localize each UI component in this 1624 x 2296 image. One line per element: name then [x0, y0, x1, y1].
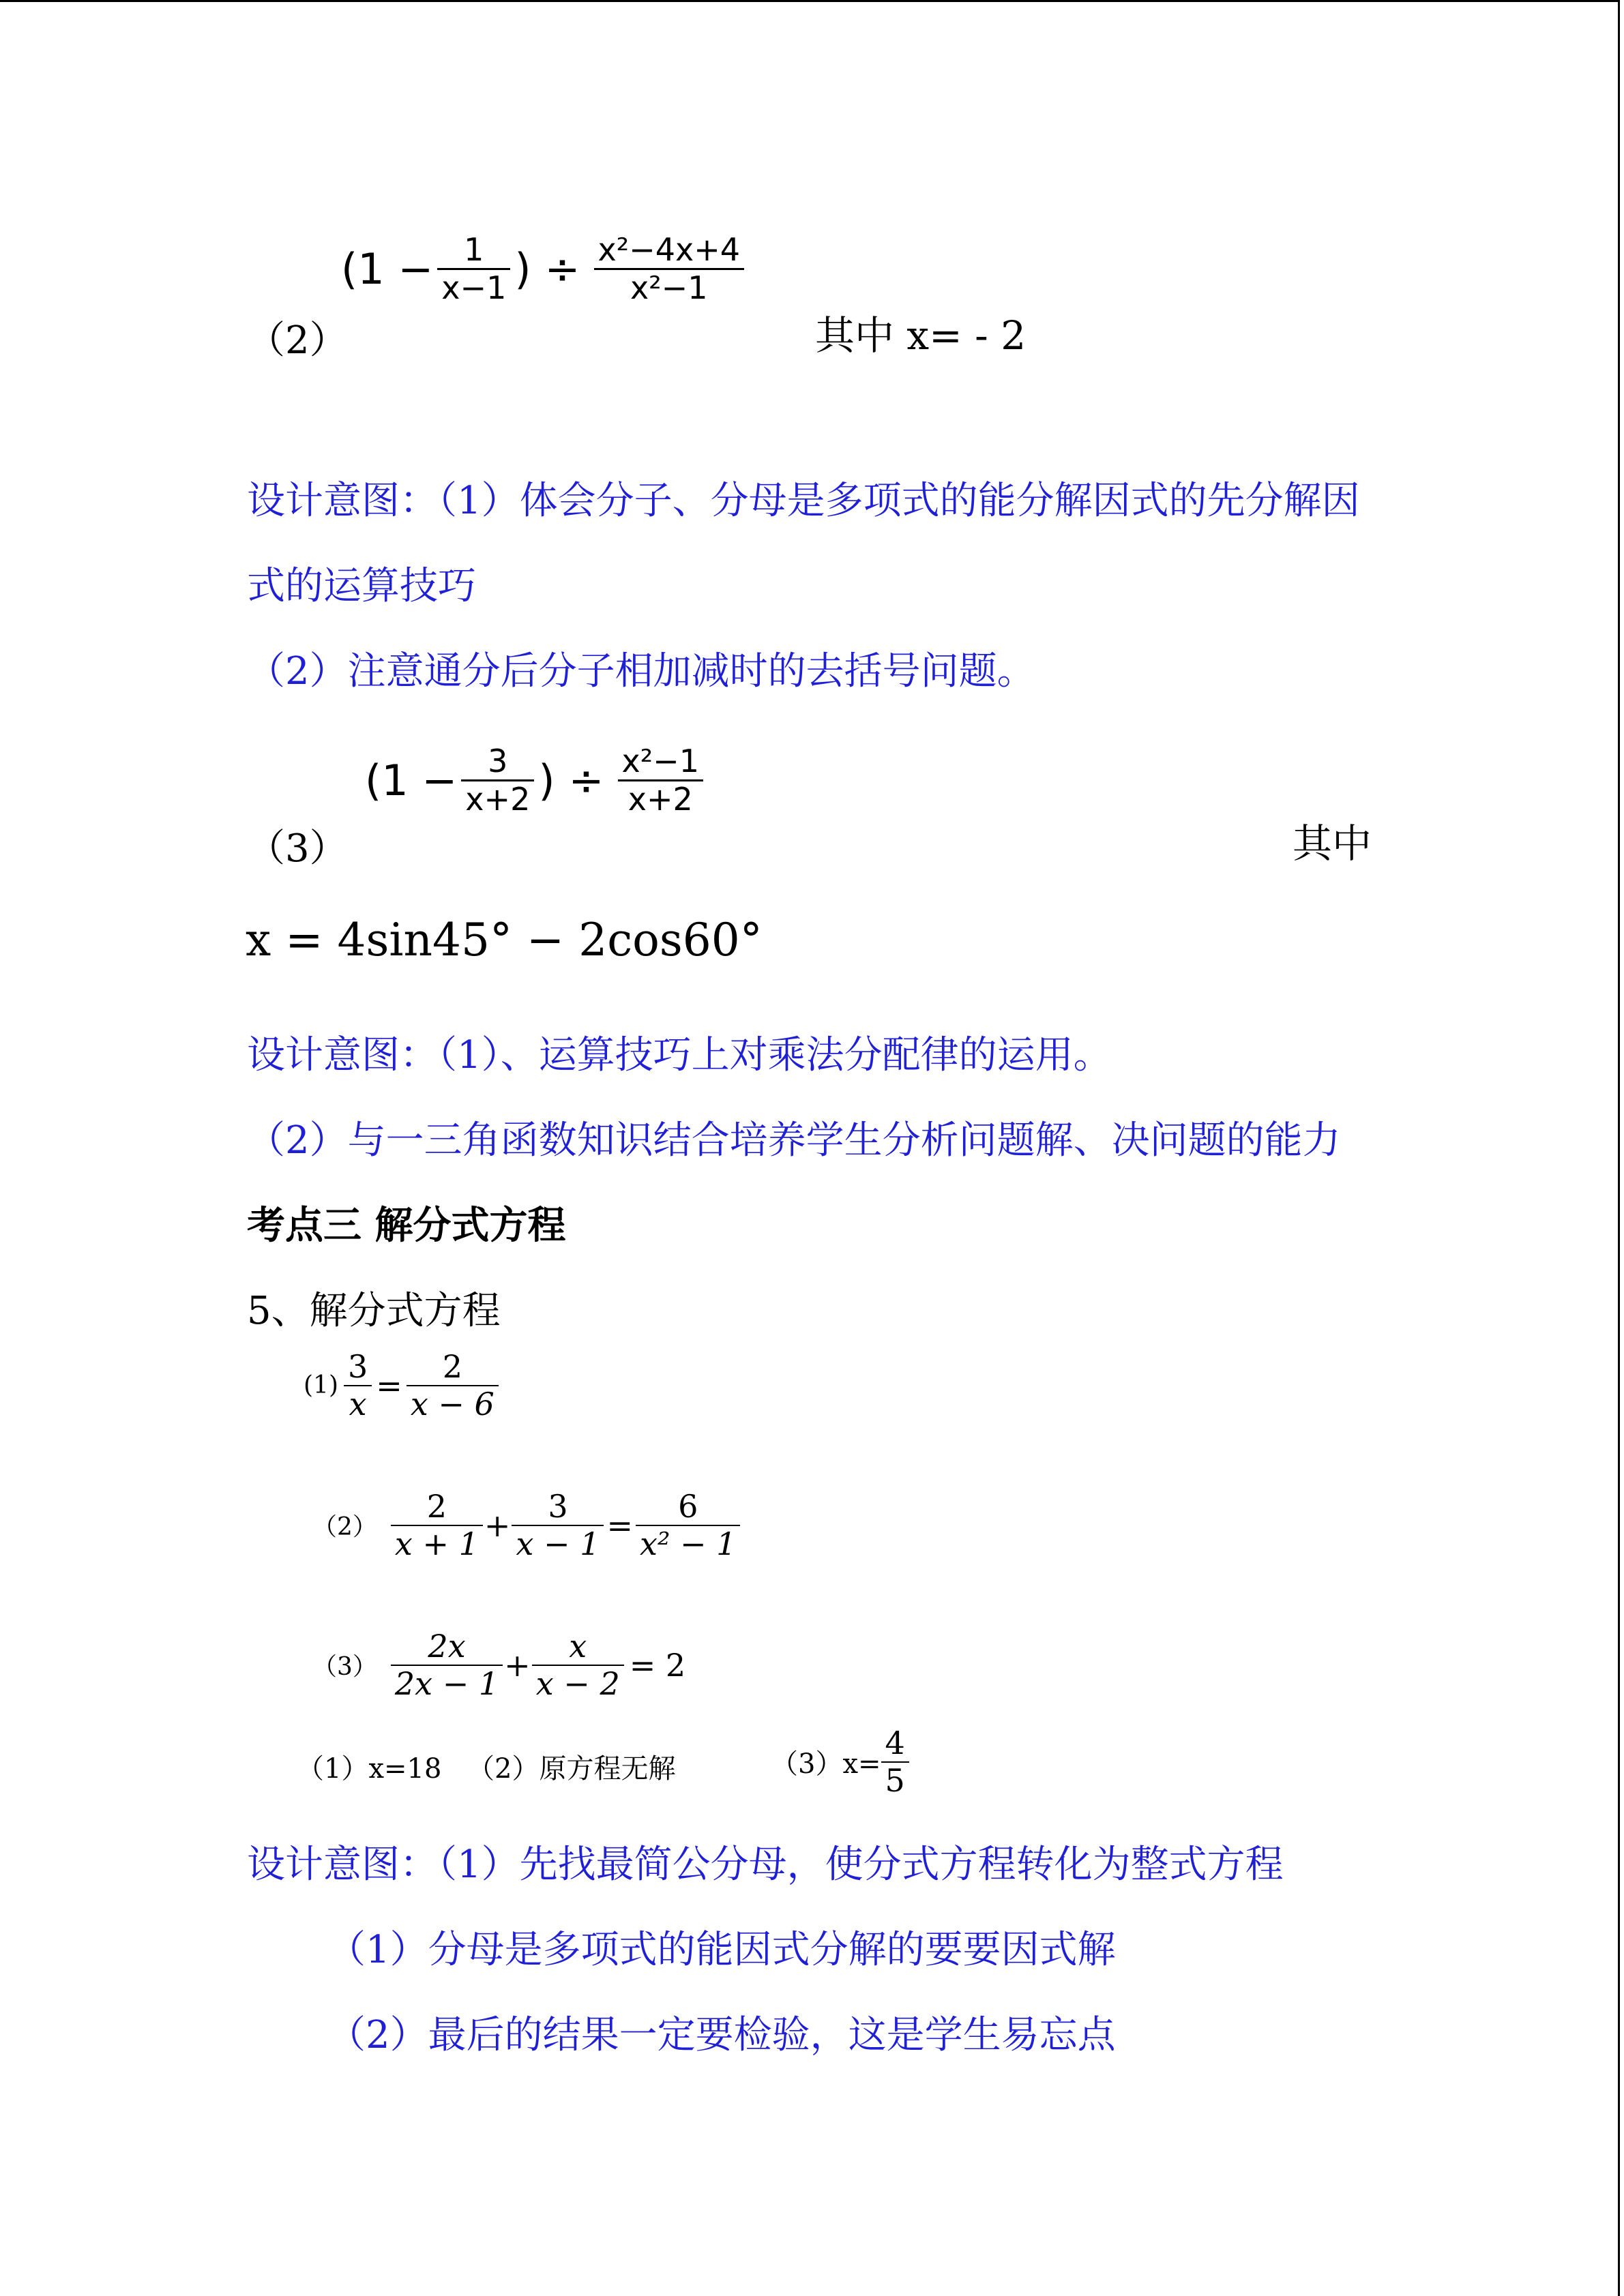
answer-3-prefix: （3）x=: [771, 1748, 881, 1780]
section-3-heading: 考点三 解分式方程: [247, 1203, 566, 1248]
question-5: 5、解分式方程: [247, 1289, 501, 1333]
denominator: x+2: [628, 780, 693, 818]
denominator: 5: [885, 1761, 905, 1799]
problem-3-expression: [365, 743, 703, 818]
denominator: x−1: [441, 269, 507, 306]
intent-3-line-3: （2）最后的结果一定要检验，这是学生易忘点: [327, 2013, 1116, 2057]
fraction: [636, 1489, 740, 1562]
intent-3-line-1: 设计意图：（1）先找最简公分母，使分式方程转化为整式方程: [247, 1843, 1284, 1887]
numerator: x: [569, 1628, 587, 1665]
equals-sign: =: [376, 1367, 402, 1404]
fraction-2: [594, 232, 745, 306]
fraction-2: [618, 743, 703, 818]
paren-open: (1 −: [341, 243, 434, 294]
numerator: 3: [488, 743, 508, 779]
answer-1: （1）x=18: [297, 1753, 442, 1785]
intent-1-line-1: 设计意图：（1）体会分子、分母是多项式的能分解因式的先分解因: [247, 479, 1360, 523]
denominator: x+2: [465, 780, 531, 818]
plus-sign: +: [484, 1506, 511, 1544]
problem-3-x-value: x = 4sin45° − 2cos60°: [246, 914, 763, 966]
fraction: [391, 1628, 503, 1702]
fraction: [344, 1349, 372, 1422]
answer-3: [771, 1725, 909, 1799]
fraction: [881, 1725, 909, 1799]
equation-1-label: (1): [304, 1371, 338, 1400]
equation-2-label: （2）: [312, 1513, 377, 1542]
denominator: x² − 1: [640, 1525, 737, 1562]
intent-2-line-2: （2）与一三角函数知识结合培养学生分析问题解、决问题的能力: [247, 1118, 1341, 1163]
fraction: [407, 1349, 499, 1422]
equation-3-label: （3）: [312, 1653, 377, 1682]
intent-1-line-2: 式的运算技巧: [247, 564, 476, 608]
problem-2-expression: [341, 232, 744, 306]
intent-1-line-3: （2）注意通分后分子相加减时的去括号问题。: [247, 649, 1035, 694]
plus-sign: +: [504, 1646, 531, 1684]
fraction-1: [461, 743, 534, 818]
numerator: 6: [678, 1488, 698, 1525]
numerator: 1: [464, 231, 484, 268]
problem-2-label: （2）: [247, 318, 348, 363]
paren-close: ): [538, 755, 555, 805]
denominator: x − 6: [410, 1385, 494, 1422]
equals-sign: =: [606, 1506, 633, 1544]
problem-3-label: （3）: [247, 826, 348, 871]
numerator: 3: [348, 1348, 368, 1385]
equals-two: = 2: [629, 1646, 686, 1684]
fraction-1: [437, 232, 510, 306]
divide-sign: ÷: [568, 755, 604, 805]
numerator: x²−1: [621, 743, 699, 779]
numerator: 2: [426, 1488, 447, 1525]
fraction: [512, 1489, 604, 1562]
numerator: 2x: [428, 1628, 466, 1665]
equation-3: [312, 1628, 685, 1702]
equation-2: [312, 1489, 740, 1562]
paren-close: ): [514, 243, 531, 294]
answer-2: （2）原方程无解: [467, 1753, 676, 1785]
fraction: [532, 1628, 624, 1702]
intent-2-line-1: 设计意图：（1）、运算技巧上对乘法分配律的运用。: [247, 1033, 1112, 1077]
fraction: [391, 1489, 483, 1562]
denominator: x − 1: [516, 1525, 600, 1562]
problem-2-condition: 其中 x= - 2: [815, 312, 1027, 359]
equation-1: [304, 1349, 499, 1422]
numerator: 2: [442, 1348, 462, 1385]
denominator: x − 2: [535, 1665, 620, 1702]
paren-open: (1 −: [365, 755, 458, 805]
denominator: x + 1: [394, 1525, 479, 1562]
denominator: 2x − 1: [394, 1665, 499, 1702]
numerator: 3: [548, 1488, 568, 1525]
numerator: x²−4x+4: [597, 231, 741, 268]
numerator: 4: [885, 1725, 905, 1761]
intent-3-line-2: （1）分母是多项式的能因式分解的要要因式解: [327, 1928, 1116, 1972]
problem-3-condition: 其中: [1293, 820, 1372, 867]
divide-sign: ÷: [544, 243, 580, 294]
denominator: x²−1: [630, 269, 708, 306]
denominator: x: [349, 1385, 367, 1422]
